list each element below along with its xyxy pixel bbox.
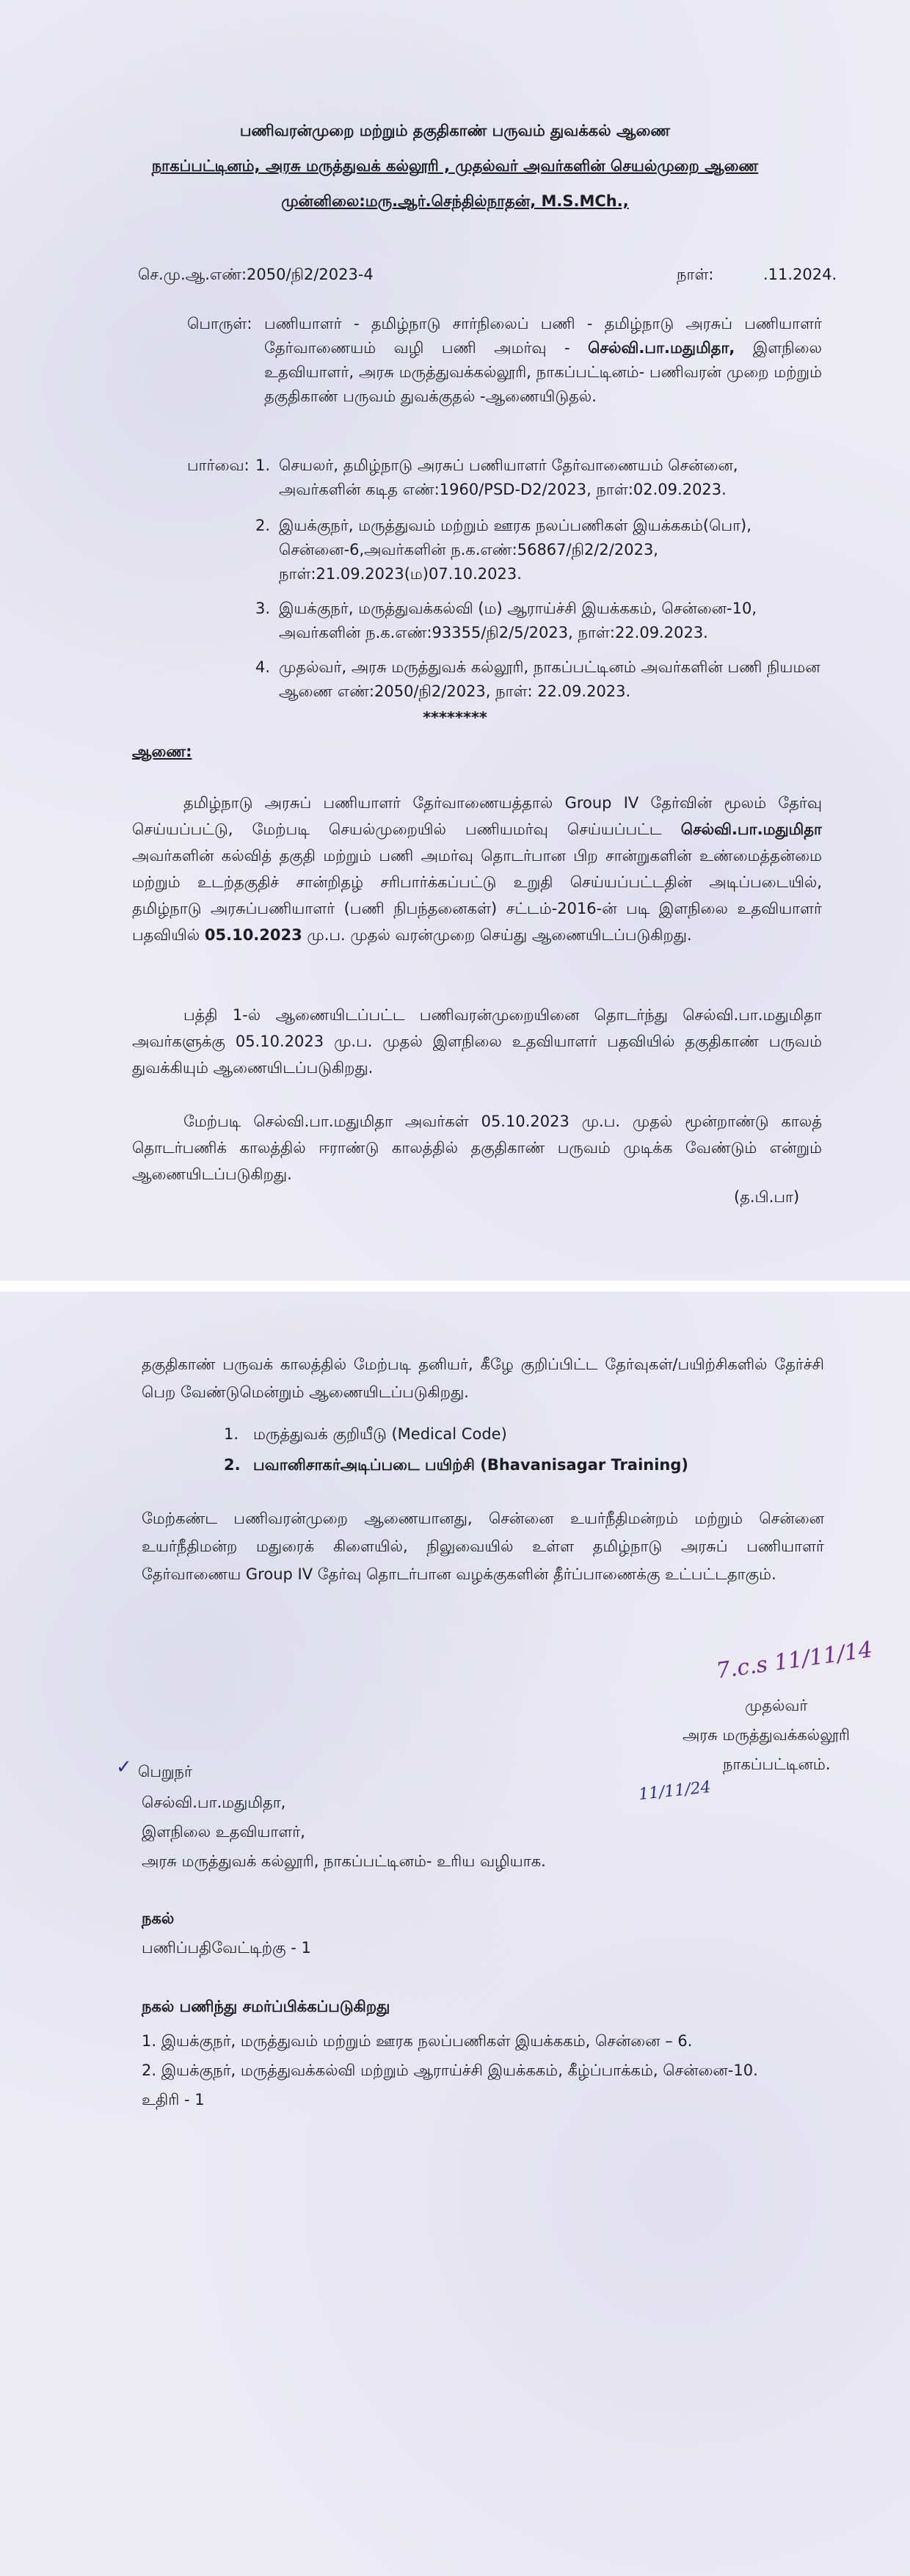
order-paragraph-1 — [132, 790, 822, 948]
reference-number: செ.மு.ஆ.எண்:2050/நி2/2023-4 — [138, 266, 374, 283]
court-case-paragraph: மேற்கண்ட பணிவரன்முறை ஆணையானது, சென்னை உயர்நீதிமன்றம் மற்றும் சென்னை உயர்நீதிமன்ற மதுரைக் கிளையில், நிலுவையில் உள்ள தமிழ்நாடு அரசுப் பணியாளர் தேர்வாணைய Group IV தேர்வு தொடர்பான வழக்குகளின் தீர்ப்பாணைக்கு உட்பட்டதாகும். — [142, 1510, 824, 1583]
reference-4-num: 4. — [255, 658, 271, 676]
para1-effective-date: 05.10.2023 — [204, 926, 302, 944]
recipient-label: பெறுநர் — [138, 1763, 192, 1780]
reference-3-text: இயக்குநர், மருத்துவக்கல்வி (ம) ஆராய்ச்சி இயக்ககம், சென்னை-10, அவர்களின் ந.க.எண்:93355/நி2/5/2023, நாள்:22.09.2023. — [279, 600, 757, 641]
signatory-title: முதல்வர் — [745, 1697, 808, 1714]
spare-copy: உதிரி - 1 — [142, 2091, 205, 2109]
para1-text-c: மு.ப. முதல் வரன்முறை செய்து ஆணையிடப்படுகிறது. — [307, 926, 692, 944]
principal-signature: 7.c.s 11/11/14 — [714, 1637, 875, 1684]
reference-1-num: 1. — [255, 456, 271, 474]
recipient-address: அரசு மருத்துவக் கல்லூரி, நாகப்பட்டினம்- உரிய வழியாக. — [142, 1852, 546, 1870]
separator-stars: ******** — [423, 709, 487, 727]
training-1-num: 1. — [224, 1425, 239, 1443]
order-title: பணிவரன்முறை மற்றும் தகுதிகாண் பருவம் துவக்கல் ஆணை — [239, 122, 671, 139]
please-turn-over: (த.பி.பா) — [734, 1188, 800, 1206]
reference-2-text: இயக்குநர், மருத்துவம் மற்றும் ஊரக நலப்பணிகள் இயக்ககம்(பொ), சென்னை-6,அவர்களின் ந.க.எண்:56867/நி2/2/2023, நாள்:21.09.2023(ம)07.10.2023. — [279, 517, 751, 583]
training-1-text: மருத்துவக் குறியீடு (Medical Code) — [253, 1425, 507, 1443]
subject-text-part1: பணியாளர் - தமிழ்நாடு சார்நிலைப் பணி - தமிழ்நாடு அரசுப் பணியாளர் தேர்வாணையம் வழி பணி அமர்வு - — [264, 315, 822, 357]
copy-submitted-item-2: 2. இயக்குநர், மருத்துவக்கல்வி மற்றும் ஆராய்ச்சி இயக்ககம், கீழ்ப்பாக்கம், சென்னை-10. — [142, 2062, 758, 2079]
reference-1-text: செயலர், தமிழ்நாடு அரசுப் பணியாளர் தேர்வாணையம் சென்னை, அவர்களின் கடித எண்:1960/PSD-D2/2023, நாள்:02.09.2023. — [279, 456, 738, 498]
para1-text-a: தமிழ்நாடு அரசுப் பணியாளர் தேர்வாணையத்தால் Group IV தேர்வின் மூலம் தேர்வு செய்யப்பட்டு, மேற்படி செயல்முறையில் பணியமர்வு செய்யப்பட்ட — [132, 794, 822, 838]
recipient-tick-mark: ✓ — [116, 1756, 132, 1778]
copy-label: நகல் — [142, 1910, 175, 1927]
copy-submitted-item-1: 1. இயக்குநர், மருத்துவம் மற்றும் ஊரக நலப்பணிகள் இயக்ககம், சென்னை – 6. — [142, 2032, 693, 2050]
date-value: .11.2024. — [763, 266, 837, 283]
probation-intro: தகுதிகாண் பருவக் காலத்தில் மேற்படி தனியர், கீழே குறிப்பிட்ட தேர்வுகள்/பயிற்சிகளில் தேர்ச்சி பெற வேண்டுமென்றும் ஆணையிடப்படுகிறது. — [142, 1356, 824, 1401]
subject-text-part2: இளநிலை உதவியாளர், அரசு மருத்துவக்கல்லூரி, நாகப்பட்டினம்- பணிவரன் முறை மற்றும் தகுதிகாண் பருவம் துவக்குதல் -ஆணையிடுதல். — [264, 339, 822, 405]
para1-employee-name: செல்வி.பா.மதுமிதா — [680, 821, 822, 838]
issuing-office: நாகப்பட்டினம், அரசு மருத்துவக் கல்லூரி , முதல்வர் அவர்களின் செயல்முறை ஆணை — [151, 157, 759, 175]
subject-text — [264, 312, 822, 409]
order-paragraph-3: மேற்படி செல்வி.பா.மதுமிதா அவர்கள் 05.10.2023 மு.ப. முதல் மூன்றாண்டு காலத் தொடர்பணிக் காலத்தில் ஈராண்டு காலத்தில் தகுதிகாண் பருவம் முடிக்க வேண்டும் என்றும் ஆணையிடப்படுகிறது. — [132, 1113, 822, 1183]
subject-employee-name: செல்வி.பா.மதுமிதா, — [588, 339, 735, 357]
order-heading: ஆணை: — [132, 743, 192, 760]
reference-4-text: முதல்வர், அரசு மருத்துவக் கல்லூரி, நாகப்பட்டினம் அவர்களின் பணி நியமன ஆணை எண்:2050/நி2/2023, நாள்: 22.09.2023. — [279, 658, 820, 700]
copy-submitted-label: நகல் பணிந்து சமர்ப்பிக்கப்படுகிறது — [142, 1998, 390, 2015]
references-label: பார்வை: — [187, 456, 250, 474]
recipient-name: செல்வி.பா.மதுமிதா, — [142, 1794, 286, 1811]
document-page-2 — [0, 1292, 910, 2576]
document-page-1 — [0, 0, 910, 1281]
training-2-text: பவானிசாகர்அடிப்படை பயிற்சி (Bhavanisagar Training) — [253, 1456, 689, 1474]
signatory-office: அரசு மருத்துவக்கல்லூரி — [682, 1726, 851, 1744]
copy-service-register: பணிப்பதிவேட்டிற்கு - 1 — [142, 1939, 311, 1957]
signatory-location: நாகப்பட்டினம். — [723, 1755, 831, 1773]
subject-label: பொருள்: — [187, 315, 252, 332]
date-label: நாள்: — [677, 266, 714, 283]
order-paragraph-2: பத்தி 1-ல் ஆணையிடப்பட்ட பணிவரன்முறையினை தொடர்ந்து செல்வி.பா.மதுமிதா அவர்களுக்கு 05.10.2023 மு.ப. முதல் இளநிலை உதவியாளர் பதவியில் தகுதிகாண் பருவம் துவக்கியும் ஆணையிடப்படுகிறது. — [132, 1006, 822, 1077]
training-2-num: 2. — [224, 1456, 241, 1474]
initials-date: 11/11/24 — [637, 1778, 712, 1805]
reference-2-num: 2. — [255, 517, 271, 534]
recipient-designation: இளநிலை உதவியாளர், — [142, 1823, 305, 1841]
para1-text-b: அவர்களின் கல்வித் தகுதி மற்றும் பணி அமர்வு தொடர்பான பிற சான்றுகளின் உண்மைத்தன்மை மற்றும் உடற்தகுதிச் சான்றிதழ் சரிபார்க்கப்பட்டு உறுதி செய்யப்பட்டதின் அடிப்படையில், தமிழ்நாடு அரசுப்பணியாளர் (பணி நிபந்தனைகள்) சட்டம்-2016-ன் படி இளநிலை உதவியாளர் பதவியில் — [132, 847, 822, 944]
presiding-officer: முன்னிலை:மரு.ஆர்.செந்தில்நாதன், M.S.MCh., — [281, 192, 629, 210]
reference-3-num: 3. — [255, 600, 271, 617]
